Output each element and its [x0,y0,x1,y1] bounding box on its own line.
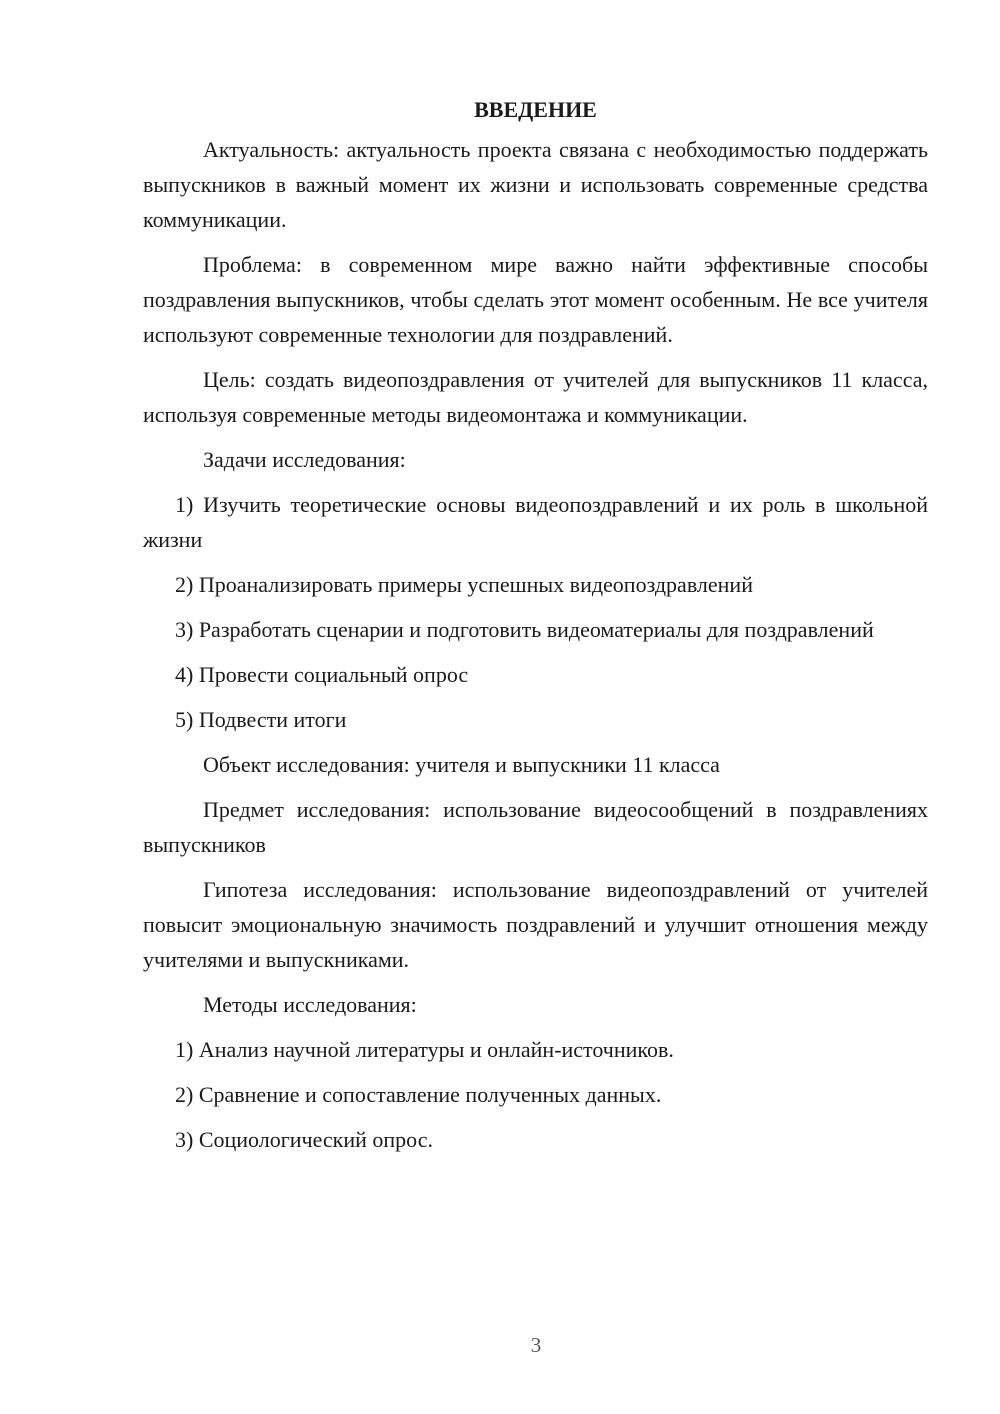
document-page [143,92,928,1167]
relevance-paragraph: Актуальность: актуальность проекта связана с необходимостью поддержать выпускников в важный момент их жизни и использовать современные средства коммуникации. [143,137,928,232]
object-paragraph: Объект исследования: учителя и выпускники 11 класса [203,752,720,777]
problem-paragraph: Проблема: в современном мире важно найти эффективные способы поздравления выпускников, чтобы сделать этот момент особенным. Не все учителя используют современные технологии для поздравлений. [143,252,928,347]
task-item-4: 4) Провести социальный опрос [175,662,469,687]
page-number: 3 [530,1333,542,1357]
subject-paragraph: Предмет исследования: использование видеосообщений в поздравлениях выпускников [143,797,928,857]
methods-heading: Методы исследования: [203,992,417,1017]
goal-paragraph: Цель: создать видеопоздравления от учителей для выпускников 11 класса, используя современные методы видеомонтажа и коммуникации. [143,367,928,427]
task-item-5: 5) Подвести итоги [175,707,347,732]
method-item-2: 2) Сравнение и сопоставление полученных данных. [175,1082,662,1107]
task-item-1: 1) Изучить теоретические основы видеопоздравлений и их роль в школьной жизни [143,492,928,552]
task-item-3: 3) Разработать сценарии и подготовить видеоматериалы для поздравлений [175,617,874,642]
tasks-heading: Задачи исследования: [203,447,406,472]
method-item-1: 1) Анализ научной литературы и онлайн-источников. [175,1037,674,1062]
task-item-2: 2) Проанализировать примеры успешных видеопоздравлений [175,572,753,597]
section-title: ВВЕДЕНИЕ [474,97,597,122]
method-item-3: 3) Социологический опрос. [175,1127,433,1152]
hypothesis-paragraph: Гипотеза исследования: использование видеопоздравлений от учителей повысит эмоциональную значимость поздравлений и улучшит отношения между учителями и выпускниками. [143,877,928,972]
